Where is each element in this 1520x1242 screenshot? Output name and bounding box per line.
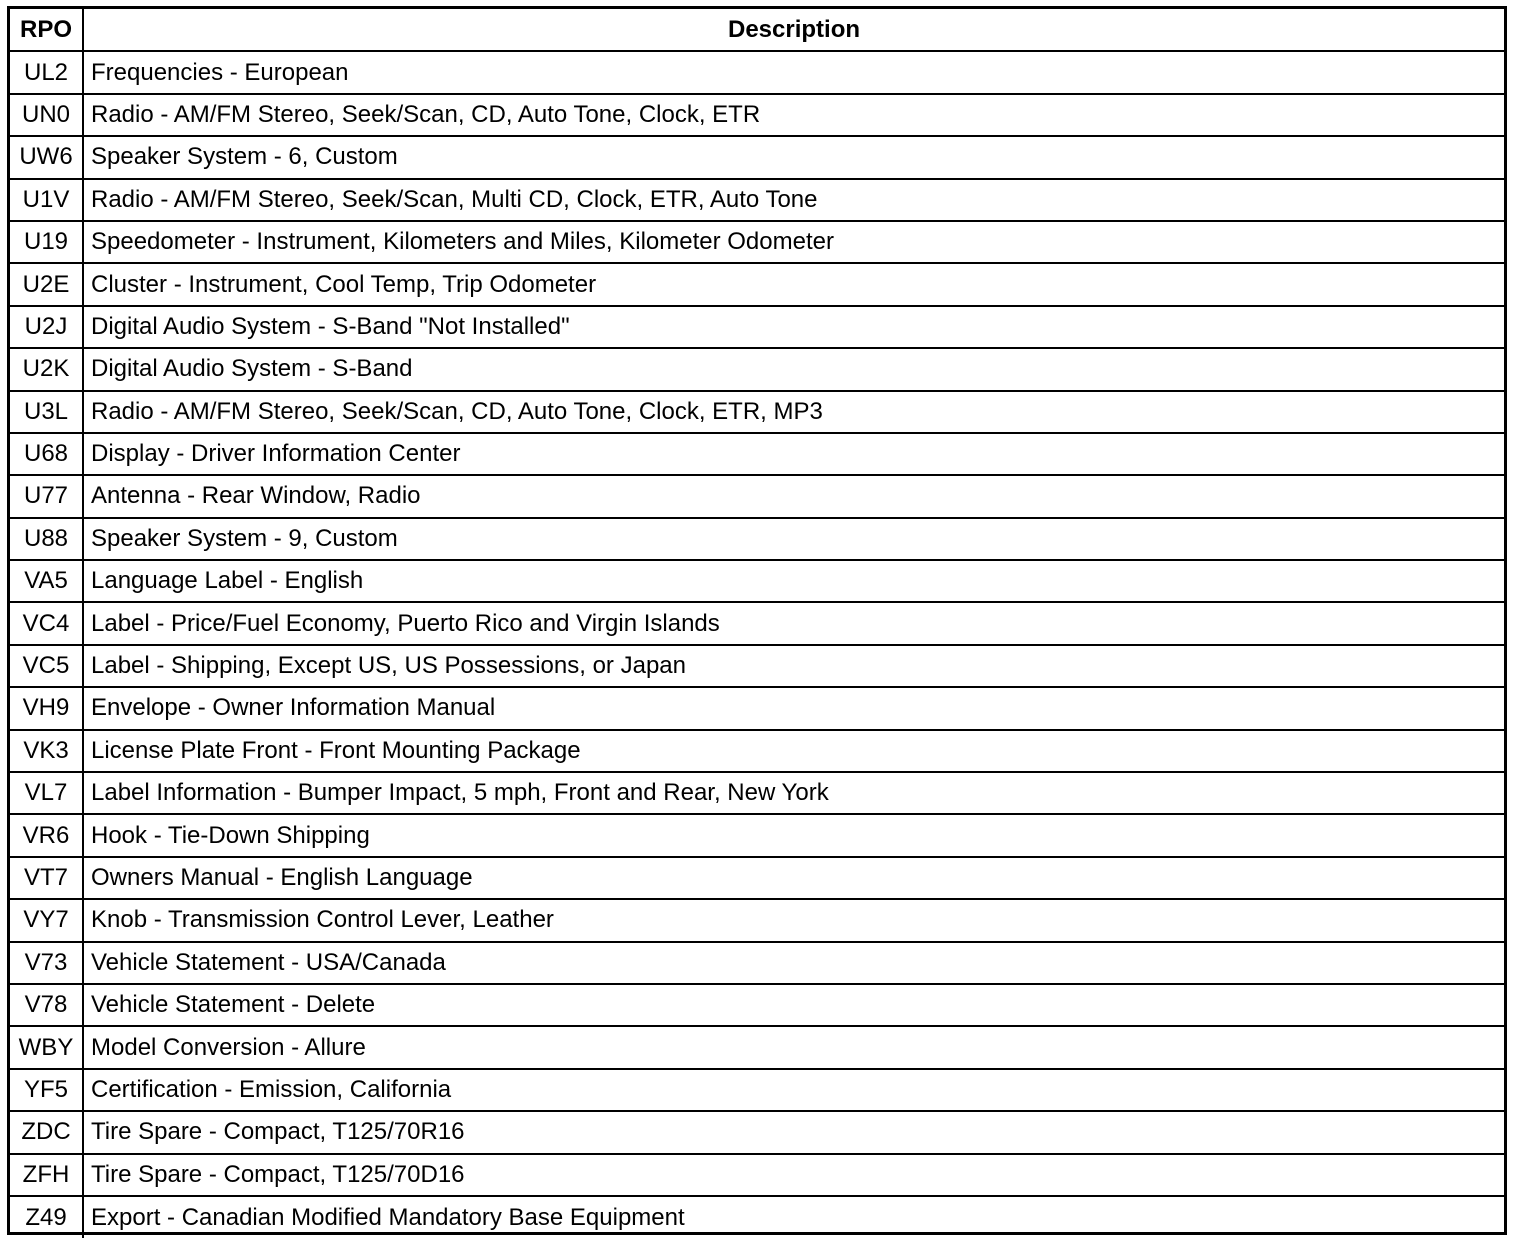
description-cell: Digital Audio System - S-Band "Not Installed" [83,306,1504,348]
rpo-code-cell: ZFH [10,1154,83,1196]
rpo-code-cell: VL7 [10,772,83,814]
table-row [10,814,1504,856]
rpo-code-cell: YF5 [10,1069,83,1111]
description-cell: Antenna - Rear Window, Radio [83,475,1504,517]
description-cell: Export - Canadian Modified Mandatory Base Equipment [83,1196,1504,1238]
description-cell: Frequencies - European [83,51,1504,93]
table-row [10,1154,1504,1196]
description-cell: Speedometer - Instrument, Kilometers and Miles, Kilometer Odometer [83,221,1504,263]
description-cell: Speaker System - 9, Custom [83,518,1504,560]
description-cell: Radio - AM/FM Stereo, Seek/Scan, CD, Auto Tone, Clock, ETR [83,94,1504,136]
description-cell: Label Information - Bumper Impact, 5 mph, Front and Rear, New York [83,772,1504,814]
table-row [10,179,1504,221]
table-row [10,560,1504,602]
description-cell: Digital Audio System - S-Band [83,348,1504,390]
table-body [10,51,1504,1238]
rpo-code-cell: U88 [10,518,83,560]
description-cell: Cluster - Instrument, Cool Temp, Trip Odometer [83,263,1504,305]
description-cell: Envelope - Owner Information Manual [83,687,1504,729]
description-cell: Display - Driver Information Center [83,433,1504,475]
table-row [10,772,1504,814]
description-cell: Owners Manual - English Language [83,857,1504,899]
description-cell: License Plate Front - Front Mounting Package [83,730,1504,772]
description-cell: Radio - AM/FM Stereo, Seek/Scan, Multi CD, Clock, ETR, Auto Tone [83,179,1504,221]
rpo-code-cell: VH9 [10,687,83,729]
rpo-code-cell: UL2 [10,51,83,93]
rpo-code-cell: Z49 [10,1196,83,1238]
description-cell: Speaker System - 6, Custom [83,136,1504,178]
table-row [10,645,1504,687]
rpo-table [10,9,1504,1238]
description-cell: Vehicle Statement - Delete [83,984,1504,1026]
table-row [10,687,1504,729]
table-row [10,263,1504,305]
description-column-header: Description [83,9,1504,51]
rpo-table-frame [7,6,1507,1235]
table-row [10,1026,1504,1068]
rpo-code-cell: VC5 [10,645,83,687]
table-row [10,984,1504,1026]
rpo-code-cell: U19 [10,221,83,263]
table-row [10,730,1504,772]
table-row [10,51,1504,93]
rpo-code-cell: ZDC [10,1111,83,1153]
description-cell: Label - Price/Fuel Economy, Puerto Rico and Virgin Islands [83,602,1504,644]
description-cell: Tire Spare - Compact, T125/70R16 [83,1111,1504,1153]
description-cell: Hook - Tie-Down Shipping [83,814,1504,856]
rpo-code-cell: V73 [10,942,83,984]
description-cell: Knob - Transmission Control Lever, Leather [83,899,1504,941]
description-cell: Radio - AM/FM Stereo, Seek/Scan, CD, Auto Tone, Clock, ETR, MP3 [83,391,1504,433]
table-row [10,475,1504,517]
table-row [10,348,1504,390]
rpo-code-cell: U68 [10,433,83,475]
table-row [10,306,1504,348]
description-cell: Model Conversion - Allure [83,1026,1504,1068]
rpo-code-cell: V78 [10,984,83,1026]
rpo-code-cell: U3L [10,391,83,433]
table-row [10,857,1504,899]
rpo-code-cell: VA5 [10,560,83,602]
description-cell: Tire Spare - Compact, T125/70D16 [83,1154,1504,1196]
table-row [10,391,1504,433]
table-row [10,518,1504,560]
table-row [10,899,1504,941]
rpo-code-cell: UN0 [10,94,83,136]
rpo-code-cell: U2K [10,348,83,390]
description-cell: Vehicle Statement - USA/Canada [83,942,1504,984]
rpo-code-cell: U77 [10,475,83,517]
table-header-row [10,9,1504,51]
table-row [10,602,1504,644]
description-cell: Language Label - English [83,560,1504,602]
table-row [10,136,1504,178]
description-cell: Label - Shipping, Except US, US Possessions, or Japan [83,645,1504,687]
table-row [10,1196,1504,1238]
rpo-code-cell: UW6 [10,136,83,178]
table-row [10,942,1504,984]
rpo-code-cell: WBY [10,1026,83,1068]
rpo-code-cell: VC4 [10,602,83,644]
table-row [10,1069,1504,1111]
rpo-code-cell: VR6 [10,814,83,856]
rpo-code-cell: VY7 [10,899,83,941]
table-row [10,94,1504,136]
table-row [10,433,1504,475]
rpo-code-cell: U2E [10,263,83,305]
description-cell: Certification - Emission, California [83,1069,1504,1111]
rpo-column-header: RPO [10,9,83,51]
table-row [10,1111,1504,1153]
table-row [10,221,1504,263]
rpo-code-cell: VK3 [10,730,83,772]
rpo-code-cell: U1V [10,179,83,221]
rpo-code-cell: U2J [10,306,83,348]
rpo-code-cell: VT7 [10,857,83,899]
